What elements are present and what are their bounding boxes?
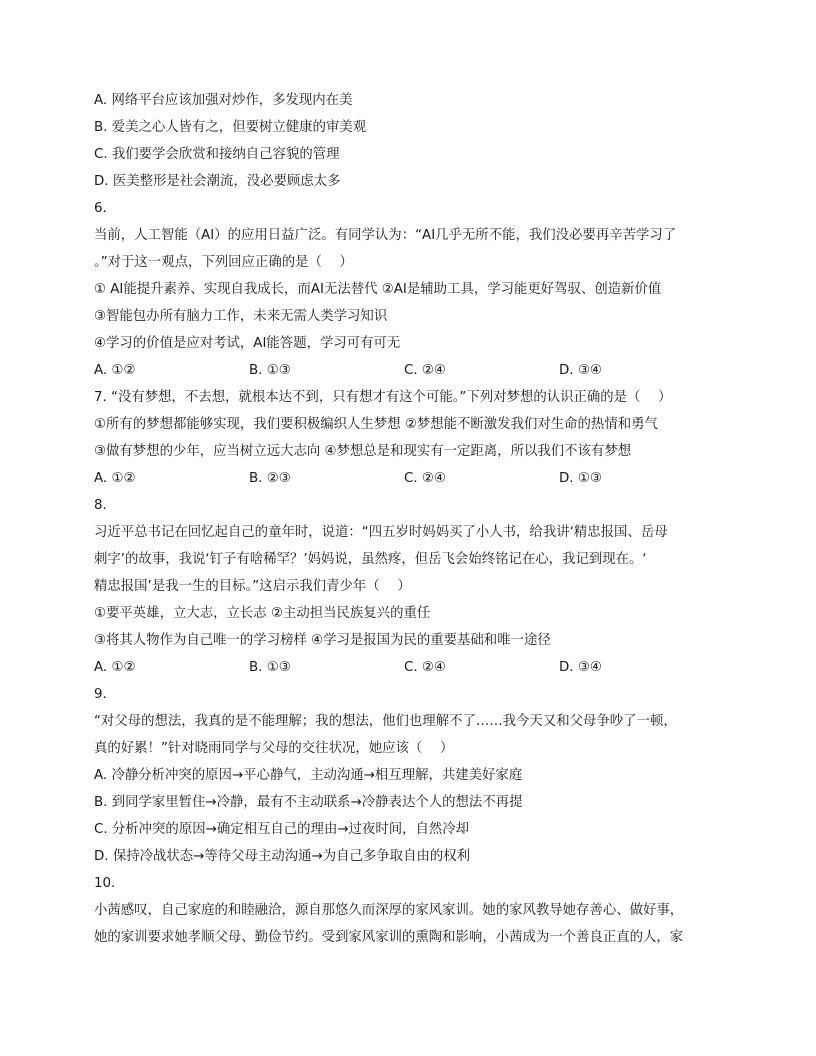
- q6-number: 6.: [94, 201, 107, 216]
- q7-choice-b: B. ②③: [249, 471, 291, 486]
- q9-option-a: A. 冷静分析冲突的原因→平心静气，主动沟通→相互理解，共建美好家庭: [94, 768, 523, 783]
- q8-item-1: ①要平英雄，立大志，立长志 ②主动担当民族复兴的重任: [94, 606, 431, 621]
- q9-option-c: C. 分析冲突的原因→确定相互自己的理由→过夜时间，自然冷却: [94, 822, 470, 837]
- q8-stem-line-3: 精忠报国’是我一生的目标。”这启示我们青少年（ ）: [94, 579, 411, 594]
- q8-choices: [94, 659, 724, 686]
- q7-item-2: ③做有梦想的少年，应当树立远大志向 ④梦想总是和现实有一定距离，所以我们不该有梦想: [94, 444, 632, 459]
- q8-choice-c: C. ②④: [404, 660, 446, 675]
- q8-choice-a: A. ①②: [94, 660, 136, 675]
- q8-stem-line-1: 习近平总书记在回忆起自己的童年时，说道：“四五岁时妈妈买了小人书，给我讲‘精忠报国、岳母: [94, 525, 668, 540]
- q9-stem-line-2: 真的好累！”针对晓雨同学与父母的交往状况，她应该（ ）: [94, 741, 454, 756]
- q10-stem-line-1: 小茜感叹，自己家庭的和睦融洽，源自那悠久而深厚的家风家训。她的家风教导她存善心、做好事，: [94, 903, 684, 918]
- q8-choice-b: B. ①③: [249, 660, 291, 675]
- q7-choice-d: D. ①③: [559, 471, 602, 486]
- q9-option-d: D. 保持冷战状态→等待父母主动沟通→为自己多争取自由的权利: [94, 849, 471, 864]
- q6-item-1: ① AI能提升素养、实现自我成长，而AI无法替代 ②AI是辅助工具，学习能更好驾驭、创造新价值: [94, 282, 662, 297]
- q6-choice-c: C. ②④: [404, 363, 446, 378]
- q6-choice-d: D. ③④: [559, 363, 602, 378]
- q6-stem-line-2: 。”对于这一观点，下列回应正确的是（ ）: [94, 255, 353, 270]
- q7-choice-c: C. ②④: [404, 471, 446, 486]
- q8-number: 8.: [94, 498, 107, 513]
- q5-option-d: D. 医美整形是社会潮流，没必要顾虑太多: [94, 174, 341, 189]
- q6-item-3: ④学习的价值是应对考试，AI能答题，学习可有可无: [94, 336, 401, 351]
- q8-stem-line-2: 刺字’的故事，我说‘钉子有啥稀罕？’妈妈说，虽然疼，但岳飞会始终铭记在心，我记到现在。‘: [94, 552, 647, 567]
- q5-option-c: C. 我们要学会欣赏和接纳自己容貌的管理: [94, 147, 340, 162]
- q6-choices: [94, 362, 724, 389]
- q7-choices: [94, 470, 724, 497]
- q5-option-a: A. 网络平台应该加强对炒作，多发现内在美: [94, 93, 353, 108]
- q10-number: 10.: [94, 876, 116, 891]
- q9-option-b: B. 到同学家里暂住→冷静，最有不主动联系→冷静表达个人的想法不再提: [94, 795, 523, 810]
- q7-choice-a: A. ①②: [94, 471, 136, 486]
- q10-stem-line-2: 她的家训要求她孝顺父母、勤俭节约。受到家风家训的熏陶和影响，小茜成为一个善良正直的人，家: [94, 930, 684, 945]
- q6-choice-b: B. ①③: [249, 363, 291, 378]
- q9-number: 9.: [94, 687, 107, 702]
- q9-stem-line-1: “对父母的想法，我真的是不能理解；我的想法，他们也理解不了……我今天又和父母争吵了一顿，: [94, 714, 677, 729]
- q7-stem: 7. “没有梦想，不去想，就根本达不到，只有想才有这个可能。”下列对梦想的认识正确的是（ ）: [94, 390, 672, 405]
- document-page: [94, 92, 724, 956]
- q7-item-1: ①所有的梦想都能够实现，我们要积极编织人生梦想 ②梦想能不断激发我们对生命的热情和勇气: [94, 417, 658, 432]
- q6-stem-line-1: 当前，人工智能（AI）的应用日益广泛。有同学认为：“AI几乎无所不能，我们没必要再辛苦学习了: [94, 228, 677, 243]
- q6-item-2: ③智能包办所有脑力工作，未来无需人类学习知识: [94, 309, 388, 324]
- q5-option-b: B. 爱美之心人皆有之，但要树立健康的审美观: [94, 120, 367, 135]
- q8-choice-d: D. ③④: [559, 660, 602, 675]
- q8-item-2: ③将其人物作为自己唯一的学习榜样 ④学习是报国为民的重要基础和唯一途径: [94, 633, 551, 648]
- q6-choice-a: A. ①②: [94, 363, 136, 378]
